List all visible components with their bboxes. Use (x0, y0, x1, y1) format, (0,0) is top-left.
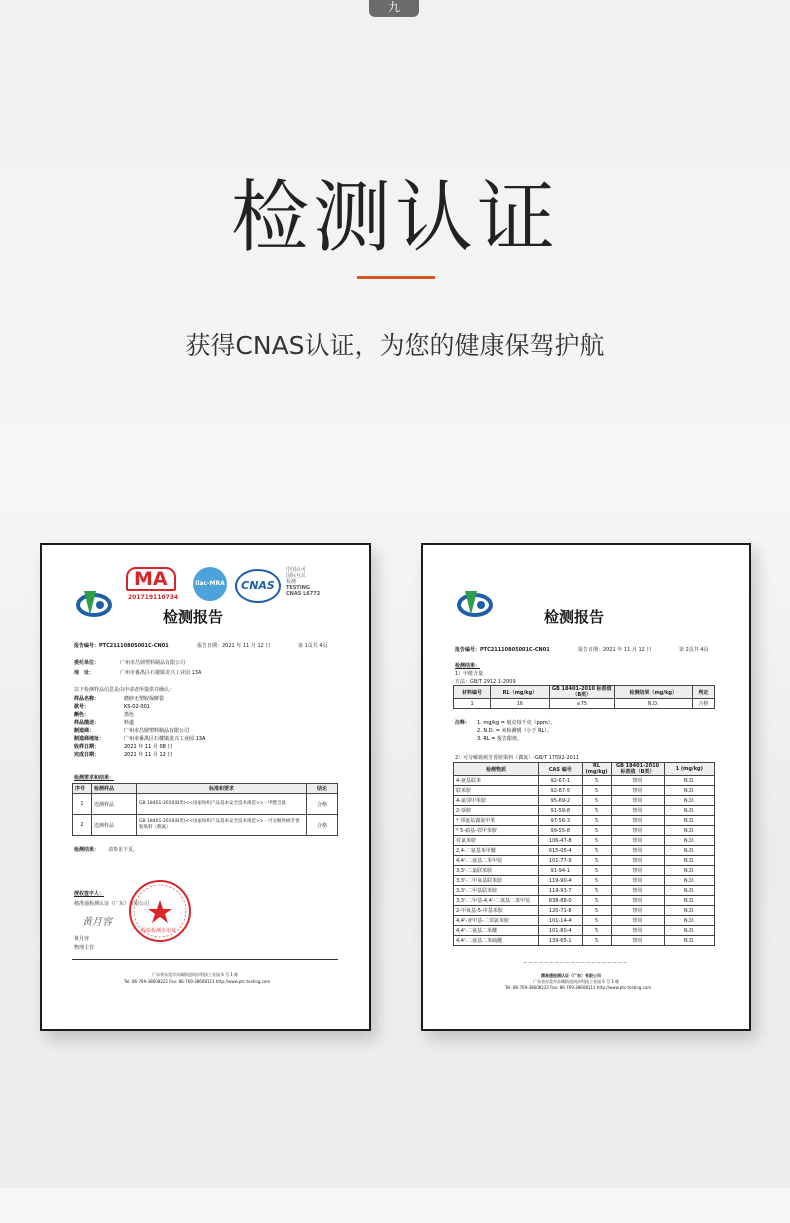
page-number: 第 1页共 4页 (298, 643, 328, 649)
report-number: 报告编号：PTC21110805001C-CN01 (74, 643, 169, 649)
table-cell: 禁用 (611, 906, 664, 916)
table-cell: 联苯胺 (454, 786, 539, 796)
table-cell: 对氯苯胺 (454, 836, 539, 846)
table-cell: 2-萘胺 (454, 806, 539, 816)
table-cell: 5 (582, 786, 611, 796)
footer-divider (72, 959, 338, 960)
result-label: 检测结果： (74, 847, 100, 853)
table-cell: N.D. (664, 836, 714, 846)
table-cell: N.D. (664, 796, 714, 806)
table-cell: 3,3'-二甲基联苯胺 (454, 886, 539, 896)
table-cell: 3,3'-二甲基-4,4'-二氨基二苯甲烷 (454, 896, 539, 906)
test-report-page-1 (40, 543, 371, 1031)
table-cell: 91-59-8 (539, 806, 583, 816)
result-text: 请参见下页。 (108, 847, 139, 853)
notes-label: 注释： (455, 720, 471, 726)
table-cell: 禁用 (611, 876, 664, 886)
table-cell: N.D. (664, 776, 714, 786)
table-cell: 5 (582, 896, 611, 906)
table-cell: 5 (582, 916, 611, 926)
table-row (454, 916, 715, 926)
table-cell: 禁用 (611, 826, 664, 836)
report-date: 报告日期：2021 年 11 月 12 日 (197, 643, 271, 649)
table-cell: 4,4'-二氨基二苯醚 (454, 926, 539, 936)
sample-field: 样品名称： 磨砂无塑胶保鲜袋 (74, 696, 165, 702)
table-cell: 3,3'-二氯联苯胺 (454, 866, 539, 876)
table-cell: 119-90-4 (539, 876, 583, 886)
table-cell: 5 (582, 906, 611, 916)
cma-logo: MA (126, 567, 176, 591)
table-cell: 5 (582, 836, 611, 846)
table-header-row: 检测物质 CAS 编号 RL (mg/kg) GB 18401-2010 标准值（B类） 1 (mg/kg) (454, 763, 715, 776)
table-cell: 4,4'-二氨基二苯甲烷 (454, 856, 539, 866)
table-cell: 5 (582, 866, 611, 876)
table-cell: 97-56-3 (539, 816, 583, 826)
table-cell: 5 (582, 776, 611, 786)
table-cell: 95-69-2 (539, 796, 583, 806)
signer-name: 黄月容 (74, 936, 90, 942)
table-row (454, 796, 715, 806)
table-row (454, 936, 715, 946)
table-cell: 838-88-0 (539, 896, 583, 906)
notes-list (477, 719, 555, 743)
table-cell: 92-67-1 (539, 776, 583, 786)
sample-field: 颜色： 黑色 (74, 712, 135, 718)
ilac-mra-logo: ilac-MRA (193, 567, 227, 601)
table-cell: N.D. (664, 856, 714, 866)
table-cell: N.D. (664, 926, 714, 936)
sample-field: 样品描述： 料道 (74, 720, 135, 726)
table-cell: 禁用 (611, 916, 664, 926)
table-cell: N.D. (664, 906, 714, 916)
table-cell: 4-氨基联苯 (454, 776, 539, 786)
table-row (454, 866, 715, 876)
ptc-logo-icon (455, 585, 495, 619)
address-label: 地 址： (74, 670, 95, 676)
table-cell: N.D. (664, 936, 714, 946)
report-number: 报告编号：PTC21110805001C-CN01 (455, 647, 550, 653)
table-cell: 91-94-1 (539, 866, 583, 876)
footer-contact: Tel: 86-769-38608222 Fax: 86-769-38608111 http://www.ptc-testing.com (505, 985, 652, 990)
table-cell: 4-氯邻甲苯胺 (454, 796, 539, 806)
test-report-page-2 (421, 543, 751, 1031)
table-cell: 120-71-8 (539, 906, 583, 916)
sample-info-list (74, 695, 205, 759)
cma-number: 201719110734 (128, 594, 179, 601)
table-row (454, 816, 715, 826)
table-cell: 禁用 (611, 776, 664, 786)
table-cell: 101-14-4 (539, 916, 583, 926)
table-row: 2 送测样品 GB 18401-2010(B类)<<国家纺织产品基本安全技术规范>> - 可分解致癌芳香胺染料（偶氮） 合格 (73, 815, 338, 836)
table-cell: 禁用 (611, 846, 664, 856)
table-cell: 禁用 (611, 896, 664, 906)
table-cell: * 邻氨基偶氮甲苯 (454, 816, 539, 826)
table-row: 1 送测样品 GB 18401-2010(B类)<<国家纺织产品基本安全技术规范>> - 甲醛含量 合格 (73, 794, 338, 815)
table-cell: 禁用 (611, 866, 664, 876)
client-value: 广州市昌鼎塑料制品有限公司 (120, 660, 186, 666)
formaldehyde-table (453, 685, 715, 709)
note-item: 2. N.D. = 未检测到（小于 RL）。 (477, 728, 552, 734)
table-cell: 禁用 (611, 816, 664, 826)
footer-address: 广东省东莞市东城街道同沙科技工业园 6 号 1 栋 (533, 979, 620, 984)
table-cell: 禁用 (611, 936, 664, 946)
signer-role: 物理主管 (74, 945, 95, 951)
table-cell: N.D. (664, 886, 714, 896)
table-row: 1 16 ≤75 N.D. 合格 (454, 699, 715, 709)
footer-disclaimer: — — — — — — — — — — — — — — — — — — — — (523, 960, 628, 965)
table-row (454, 826, 715, 836)
table-cell: 119-93-7 (539, 886, 583, 896)
table-cell: 4,4'-二氨基二苯硫醚 (454, 936, 539, 946)
section-formaldehyde: 1）甲醛含量 (455, 671, 484, 677)
table-cell: 139-65-1 (539, 936, 583, 946)
table-cell: 5 (582, 886, 611, 896)
signature: 黄月容 (82, 917, 112, 928)
results-label: 检测结果： (455, 663, 481, 669)
table-cell: 禁用 (611, 796, 664, 806)
table-cell: 615-05-4 (539, 846, 583, 856)
report-title: 检测报告 (544, 608, 605, 626)
requirements-label: 检测要求和结果： (74, 775, 115, 781)
ptc-logo-icon (74, 585, 114, 619)
table-cell: N.D. (664, 846, 714, 856)
seal-text: 检验检测专用章 (141, 928, 177, 934)
page-number: 第 2页共 4页 (679, 647, 709, 653)
table-row (454, 886, 715, 896)
accent-divider (357, 276, 435, 279)
table-row (454, 856, 715, 866)
table-row (454, 836, 715, 846)
table-cell: 5 (582, 796, 611, 806)
client-label: 委托单位： (74, 660, 100, 666)
page-subheadline: 获得CNAS认证，为您的健康保驾护航 (185, 331, 605, 360)
table-cell: 101-80-4 (539, 926, 583, 936)
top-badge: 九 (369, 0, 419, 17)
table-cell: N.D. (664, 916, 714, 926)
table-row (454, 846, 715, 856)
table-cell: 禁用 (611, 856, 664, 866)
method-text: 方法：GB/T 2912.1-2009 (455, 679, 516, 685)
sample-field: 完成日期： 2021 年 11 月 12 日 (74, 752, 173, 758)
table-header-row: 序号 检测样品 标准和要求 结论 (73, 784, 338, 794)
table-cell: N.D. (664, 896, 714, 906)
azo-dye-table (453, 762, 715, 946)
footer-address: 广东省东莞市东城街道同沙科技工业园 6 号 1 栋 (152, 972, 239, 977)
table-cell: N.D. (664, 786, 714, 796)
footer-contact: Tel: 86-769-38608222 Fax: 86-769-38608111 http://www.ptc-testing.com (124, 979, 271, 984)
table-cell: 禁用 (611, 786, 664, 796)
table-cell: 2-甲氧基-5-甲基苯胺 (454, 906, 539, 916)
table-cell: 4,4'-亚甲基-二邻氯苯胺 (454, 916, 539, 926)
cnas-side-text: 中国认可 国际互认 检测 TESTING CNAS L6772 (286, 567, 321, 597)
table-cell: 禁用 (611, 836, 664, 846)
red-seal-stamp (127, 878, 193, 944)
table-cell: 92-87-5 (539, 786, 583, 796)
signer-org: 精准通检测认证（广东）有限公司 (74, 901, 150, 907)
table-cell: 5 (582, 806, 611, 816)
sample-info-note: 以下检测样品信息是由申请者所提供并确认： (74, 687, 175, 693)
sample-field: 款号： KS-02-001 (74, 704, 150, 710)
cnas-logo: CNAS (235, 569, 281, 603)
table-row (454, 926, 715, 936)
table-cell: N.D. (664, 826, 714, 836)
table-cell: N.D. (664, 866, 714, 876)
table-cell: 5 (582, 856, 611, 866)
table-cell: 5 (582, 816, 611, 826)
table-cell: N.D. (664, 876, 714, 886)
page-headline: 检测认证 (230, 173, 559, 263)
note-item: 3. RL = 报告限值。 (477, 736, 522, 742)
footer-org: 精准通检测认证（广东）有限公司 (541, 973, 601, 978)
table-row (454, 876, 715, 886)
table-cell: 5 (582, 876, 611, 886)
table-row (454, 776, 715, 786)
sample-field: 收样日期： 2021 年 11 月 08 日 (74, 744, 173, 750)
table-cell: 106-47-8 (539, 836, 583, 846)
table-cell: 5 (582, 936, 611, 946)
requirements-table (72, 783, 338, 836)
table-cell: N.D. (664, 806, 714, 816)
sample-field: 制造商地址： 广州市番禺区石楼镇龙兴工业园 13A (74, 736, 206, 742)
table-cell: 2,4-二氨基苯甲醚 (454, 846, 539, 856)
signer-label: 授权签字人： (74, 891, 105, 897)
table-cell: 5 (582, 926, 611, 936)
note-item: 1. mg/kg = 毫克每千克（ppm）。 (477, 720, 556, 726)
table-cell: 5 (582, 826, 611, 836)
floor-bottom-band (0, 1188, 790, 1223)
table-cell: 5 (582, 846, 611, 856)
table-cell: 99-55-8 (539, 826, 583, 836)
section-azo-dyes: 2）可分解致癌芳香胺染料（偶氮）-GB/T 17592-2011 (455, 755, 580, 761)
table-header-row: 材料编号 RL（mg/kg） GB 18401-2010 标准值（B类） 检测结果（mg/kg） 判定 (454, 686, 715, 699)
table-cell: 禁用 (611, 806, 664, 816)
report-title: 检测报告 (163, 608, 224, 626)
address-value: 广州市番禺区石楼镇龙兴工业园 13A (120, 670, 202, 676)
table-cell: 3,3'-二甲氧基联苯胺 (454, 876, 539, 886)
table-row (454, 786, 715, 796)
sample-field: 制造商： 广州市昌鼎塑料制品有限公司 (74, 728, 190, 734)
table-row (454, 806, 715, 816)
table-cell: * 5-硝基-邻甲苯胺 (454, 826, 539, 836)
table-cell: 101-77-9 (539, 856, 583, 866)
table-cell: 禁用 (611, 886, 664, 896)
table-row (454, 906, 715, 916)
report-date: 报告日期：2021 年 11 月 12 日 (578, 647, 652, 653)
table-cell: N.D. (664, 816, 714, 826)
table-row (454, 896, 715, 906)
table-cell: 禁用 (611, 926, 664, 936)
